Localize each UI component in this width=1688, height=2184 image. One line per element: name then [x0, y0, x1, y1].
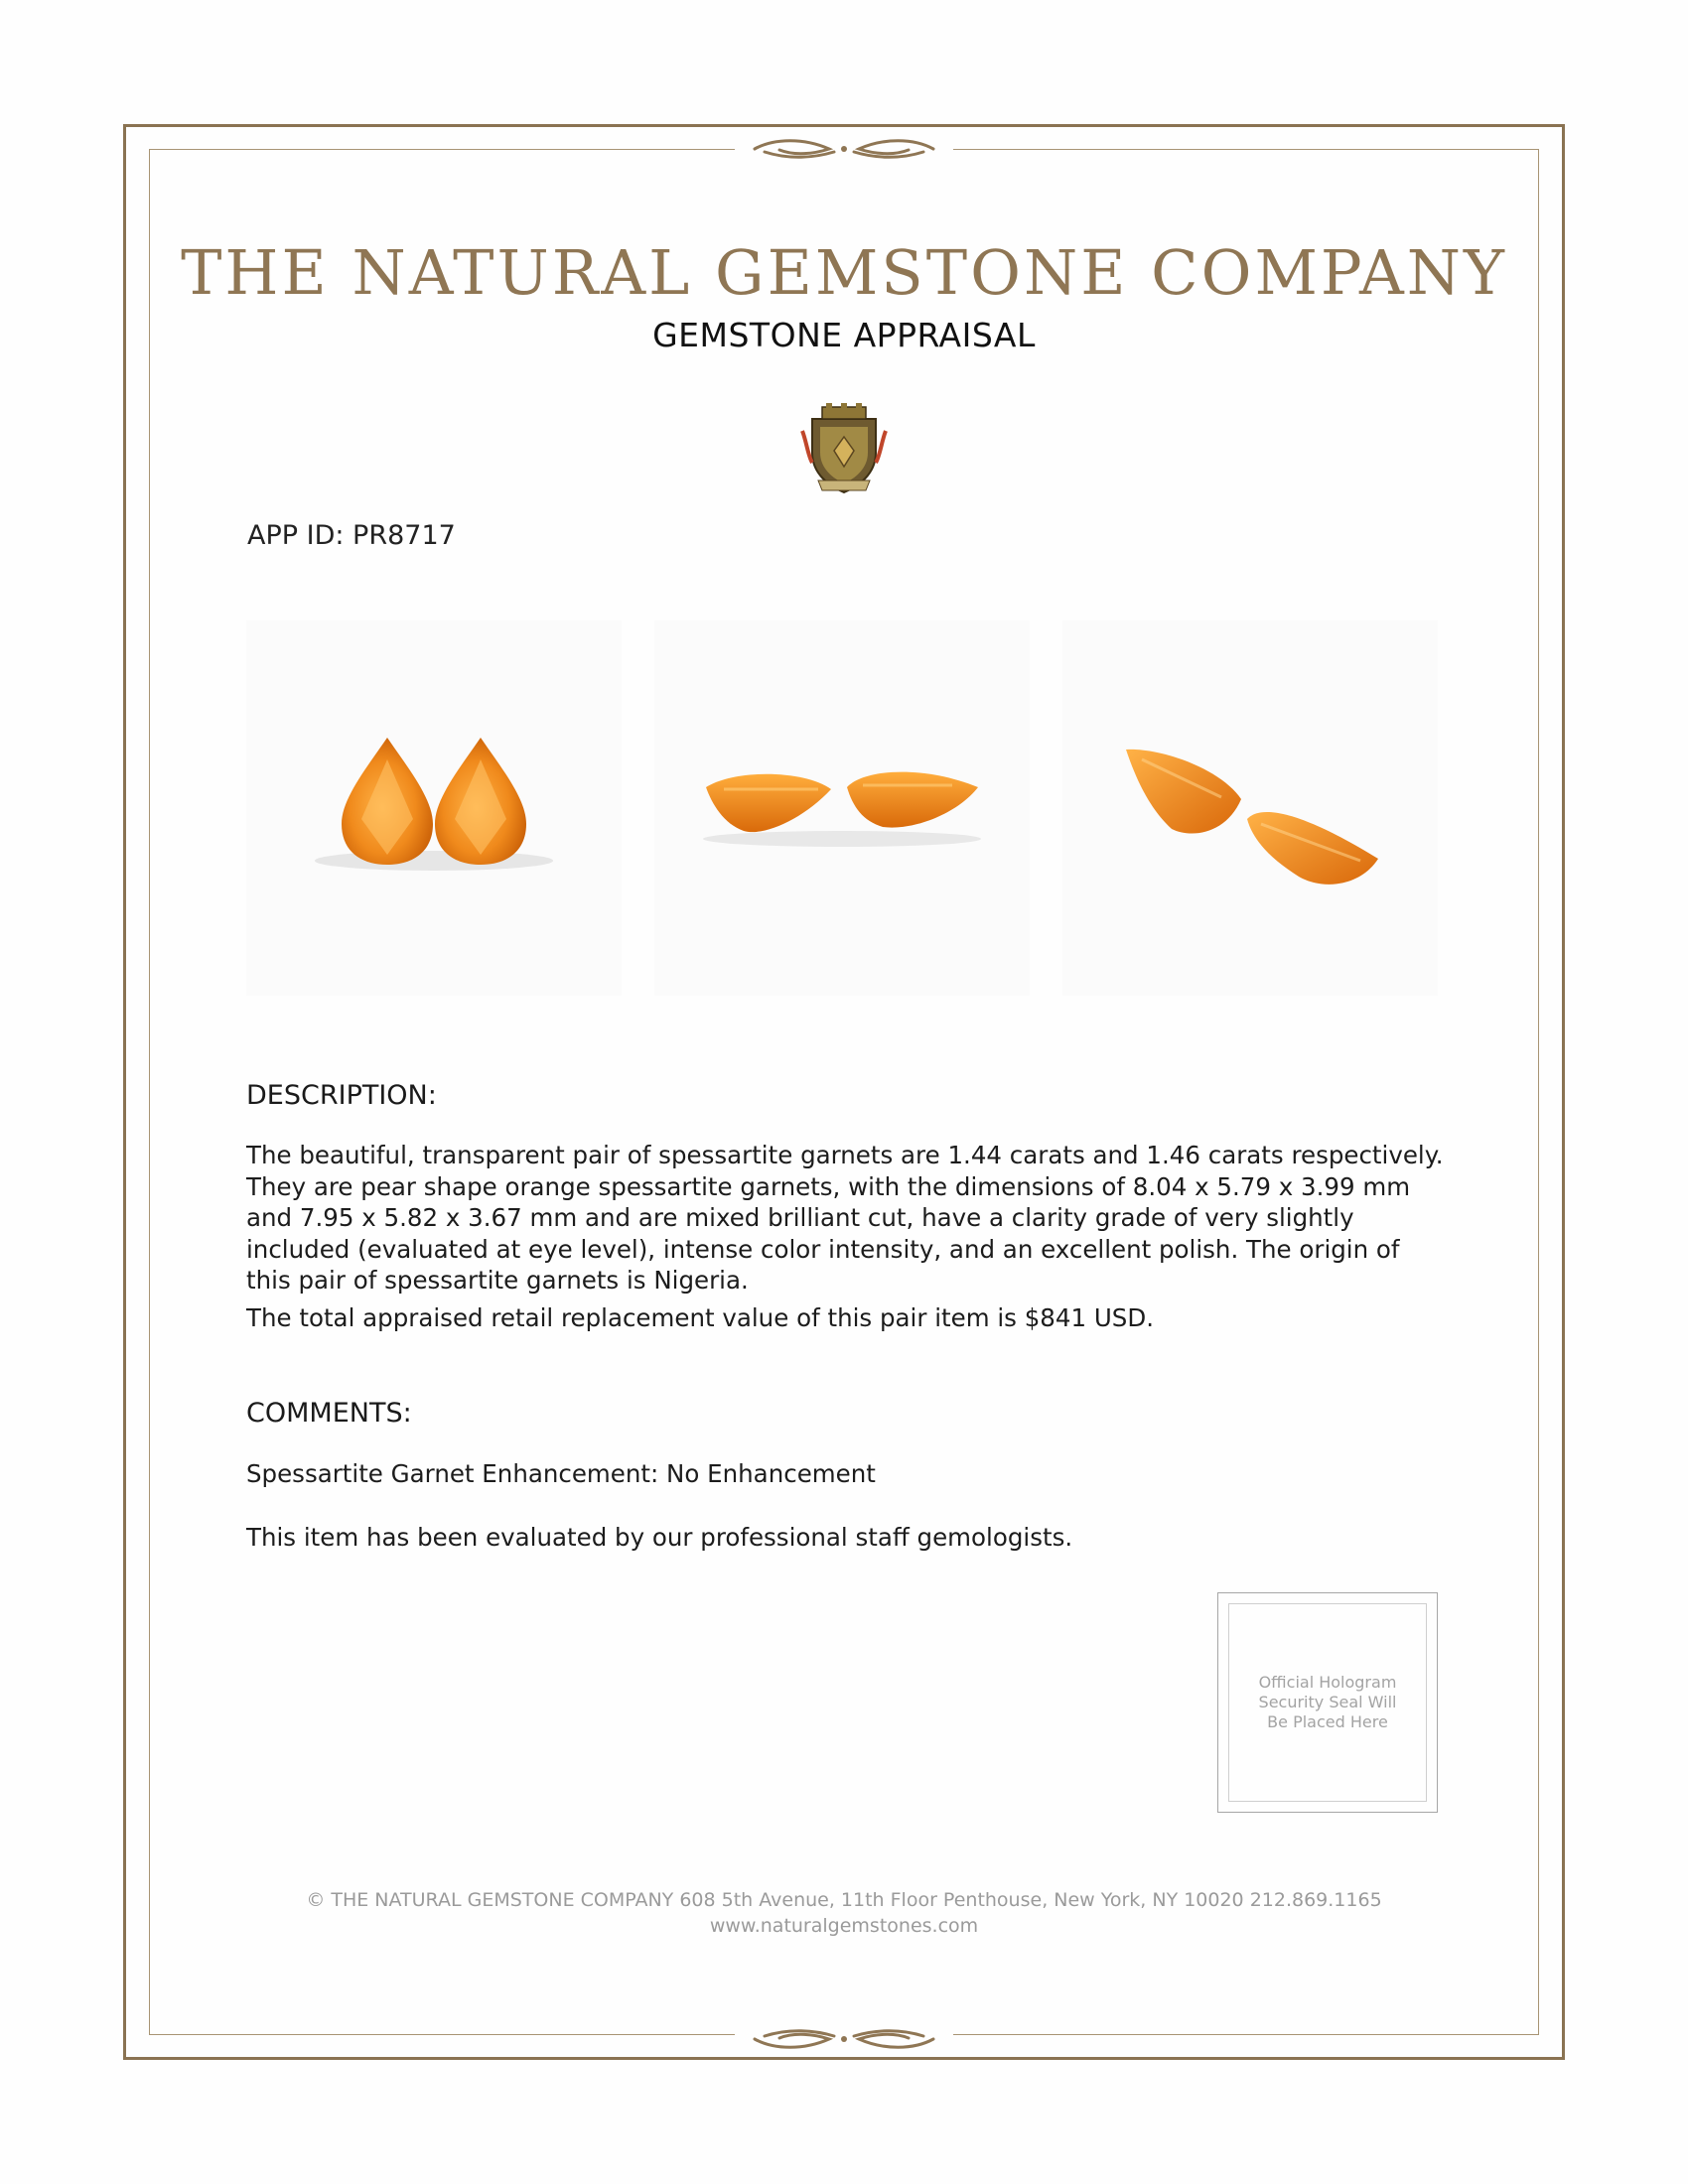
seal-text: Official Hologram Security Seal Will Be Placed Here [1228, 1603, 1427, 1802]
document-title: GEMSTONE APPRAISAL [652, 316, 1036, 354]
footer-website-link[interactable]: www.naturalgemstones.com [709, 1915, 979, 1937]
gem-photo-side-view [654, 620, 1030, 996]
comments-heading: COMMENTS: [246, 1398, 412, 1429]
company-name: THE NATURAL GEMSTONE COMPANY [181, 236, 1507, 309]
evaluation-comment: This item has been evaluated by our professional staff gemologists. [246, 1523, 1073, 1552]
top-flourish-icon [735, 132, 953, 166]
app-id: APP ID: PR8717 [247, 520, 456, 551]
appraised-value: The total appraised retail replacement value of this pair item is $841 USD. [246, 1303, 1154, 1332]
enhancement-comment: Spessartite Garnet Enhancement: No Enhancement [246, 1459, 876, 1488]
bottom-flourish-icon [735, 2022, 953, 2056]
description-heading: DESCRIPTION: [246, 1080, 437, 1111]
description-body: The beautiful, transparent pair of spessartite garnets are 1.44 carats and 1.46 carats respectively. They are pear shape orange spessartite garnets, with the dimensions of 8.04 x 5.79 x 3.99 mm and 7.95 x 5.82 x 3.67 mm and are mixed brilliant cut, have a clarity grade of very slightly included (evaluated at eye level), intense color intensity, and an excellent polish. The origin of this pair of spessartite garnets is Nigeria. [246, 1141, 1444, 1295]
gem-photo-top-view [246, 620, 622, 996]
hologram-seal-placeholder [1217, 1592, 1438, 1813]
company-crest-icon [798, 401, 890, 496]
footer-address: © THE NATURAL GEMSTONE COMPANY 608 5th Avenue, 11th Floor Penthouse, New York, NY 10020 212.869.1165 [306, 1889, 1382, 1911]
gem-photo-angle-view [1062, 620, 1438, 996]
